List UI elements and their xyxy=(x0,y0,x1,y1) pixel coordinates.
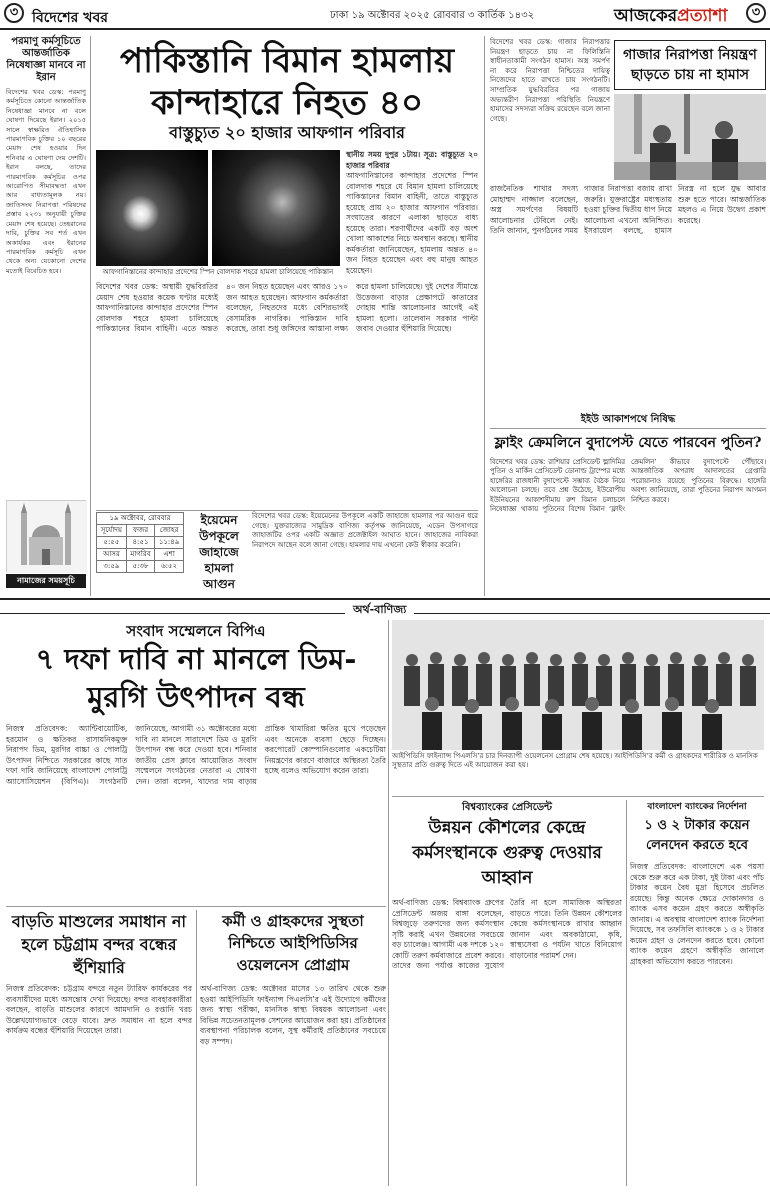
lead-body: বিদেশের খবর ডেস্ক: অস্থায়ী যুদ্ধবিরতির মেয়াদ শেষ হওয়ার কয়েক ঘণ্টার মধ্যেই আফগানিস্তানের কান্দাহার প্রদেশের স্পিন বোলদাক শহরে হামলা চালিয়েছে পাকিস্তানের বিমান বাহিনী। এতে অন্তত ৪০ জন নিহত হয়েছেন এবং আরও ১৭০ জন আহত হয়েছেন। আফগান কর্মকর্তারা বলেছেন, নিহতদের মধ্যে বেশিরভাগই বেসামরিক নাগরিক। পাকিস্তান দাবি করেছে, তারা শুধু জঙ্গিদের আস্তানা লক্ষ্য করে হামলা চালিয়েছে। দুই দেশের সীমান্তে উত্তেজনা বাড়ার প্রেক্ষাপটে কাতারের দোহায় শান্তি আলোচনার আগেই এই হামলা হলো। তালেবান সরকার পাল্টা জবাব দেওয়ার হুঁশিয়ারি দিয়েছে। xyxy=(96,282,479,333)
ipdc-caption: আইপিডিসি ফাইন্যান্স পিএলসি’র চার দিনব্যাপী ওয়েলনেস প্রোগ্রাম শেষ হয়েছে। আইপিডিসি’র কর্মী ও গ্রাহকদের শারীরিক ও মানসিক সুস্থতার প্রতি গুরুত্ব দিতে এই আয়োজন করা হয়। xyxy=(392,752,758,769)
unnayan-kicker: বিশ্বব্যাংকের প্রেসিডেন্ট xyxy=(461,802,553,813)
nuclear-article xyxy=(6,36,86,506)
lead-photo-2 xyxy=(212,150,340,266)
yemen-headline: ইয়েমেন উপকূলে জাহাজে হামলা আগুন xyxy=(199,513,239,591)
yemen-headline-box xyxy=(190,512,248,594)
coin-headline: ১ ও ২ টাকার কয়েন লেনদেন করতে হবে xyxy=(644,818,750,853)
lead-side-body: আফগানিস্তানের কান্দাহার প্রদেশের স্পিন বোলদাক শহরে যে বিমান হামলা চালিয়েছে পাকিস্তানের বিমান বাহিনী, তাতে বাস্তুচ্যুত হয়েছে প্রায় ২০ হাজার আফগান পরিবার। সংঘাতের কারণে এলাকা ছাড়তে বাধ্য হয়েছে তারা। শরণার্থীদের একটি বড় অংশ খোলা আকাশের নিচে অবস্থান করছে। স্থানীয় কর্মকর্তারা জানিয়েছেন, হামলায় অন্তত ৪০ জন নিহত হয়েছেন এবং বহু মানুষ আহত হয়েছেন। xyxy=(346,171,478,275)
prayer-header: মাগরিব xyxy=(126,549,154,561)
section-title: বিদেশের খবর xyxy=(32,10,108,26)
port-headline-box xyxy=(6,910,192,982)
ipdc-body: অর্থ-বাণিজ্য ডেস্ক: অক্টোবর মাসের ১৩ তারিখ থেকে শুরু হওয়া আইপিডিসি ফাইন্যান্স পিএলসি’র এই উদ্যোগে কর্মীদের জন্য স্বাস্থ্য পরীক্ষা, মানসিক স্বাস্থ্য বিষয়ক আলোচনা এবং বিভিন্ন সচেতনতামূলক সেশনের আয়োজন করা হয়। প্রতিষ্ঠানের ব্যবস্থাপনা পরিচালক বলেন, সুস্থ কর্মীরাই প্রতিষ্ঠানের সবচেয়ে বড় সম্পদ। xyxy=(200,984,386,1046)
putin-body: বিদেশের খবর ডেস্ক: রাশিয়ার প্রেসিডেন্ট ভ্লাদিমির পুতিন ও মার্কিন প্রেসিডেন্ট ডোনাল্ড ট্রাম্পের মধ্যে হাঙ্গেরির রাজধানী বুদাপেস্টে সম্ভাব্য বৈঠক নিয়ে আলোচনা চলছে। তবে প্রশ্ন উঠেছে, ইউরোপীয় ইউনিয়নের আকাশসীমায় রুশ বিমান চলাচলে নিষেধাজ্ঞা থাকায় পুতিনের বিশেষ বিমান ‘ফ্লাইং ক্রেমলিন’ কীভাবে বুদাপেস্টে পৌঁছাবে। আন্তর্জাতিক অপরাধ আদালতের গ্রেপ্তারি পরোয়ানাও রয়েছে পুতিনের বিরুদ্ধে। হাঙ্গেরি অবশ্য জানিয়েছে, তারা পুতিনের নিরাপদ আগমন নিশ্চিত করবে। xyxy=(490,458,766,514)
unnayan-headline-box xyxy=(392,816,622,894)
unnayan-body: অর্থ-বাণিজ্য ডেস্ক: বিশ্বব্যাংক গ্রুপের প্রেসিডেন্ট অজয় বাঙ্গা বলেছেন, বিশ্বজুড়ে তরুণদের জন্য কর্মসংস্থান সৃষ্টি করাই এখন উন্নয়নের সবচেয়ে বড় চ্যালেঞ্জ। আগামী এক দশকে ১২০ কোটি তরুণ কর্মবাজারে প্রবেশ করবে। তাদের জন্য পর্যাপ্ত কাজের সুযোগ তৈরি না হলে সামাজিক অস্থিরতা বাড়তে পারে। তিনি উন্নয়ন কৌশলের কেন্দ্রে কর্মসংস্থানকে রাখার আহ্বান জানান এবং অবকাঠামো, কৃষি, স্বাস্থ্যসেবা ও পর্যটন খাতে বিনিয়োগ বাড়ানোর পরামর্শ দেন। xyxy=(392,898,622,970)
lead-side-byline: স্থানীয় সময় দুপুর ১টায়। সূত্র: বাস্তুচ্যুত ২০ হাজার পরিবার xyxy=(346,150,478,170)
prayer-header: আসর xyxy=(97,549,127,561)
prayer-table xyxy=(96,512,184,573)
bpa-headline-box xyxy=(6,640,386,720)
ipdc-headline: কর্মী ও গ্রাহকদের সুস্থতা নিশ্চিতে আইপিডিসির ওয়েলনেস প্রোগ্রাম xyxy=(222,912,364,974)
lead-side-text xyxy=(346,150,478,275)
yemen-body-box xyxy=(252,512,478,594)
gaza-kicker: ইইউ আকাশপথে নিষিদ্ধ xyxy=(580,414,676,425)
unnayan-kicker-box xyxy=(392,800,622,814)
prayer-header: ফজর xyxy=(126,525,154,537)
port-headline: বাড়তি মাশুলের সমাধান না হলে চট্টগ্রাম বন্দর বন্ধের হুঁশিয়ারি xyxy=(11,912,187,977)
port-body-box xyxy=(6,984,192,1184)
port-body: নিজস্ব প্রতিবেদক: চট্টগ্রাম বন্দরে নতুন ট্যারিফ কার্যকরের পর ব্যবসায়ীদের মধ্যে অসন্তোষ দেখা দিয়েছে। বন্দর ব্যবহারকারীরা বলছেন, বাড়তি মাশুলের কারণে আমদানি ও রপ্তানি খরচ উল্লেখযোগ্যভাবে বেড়ে যাবে। দ্রুত সমাধান না হলে বন্দর কার্যক্রম বন্ধের হুঁশিয়ারি দিয়েছেন তারা। xyxy=(6,984,192,1035)
bpa-body-box xyxy=(6,724,386,904)
dateline: ঢাকা ১৯ অক্টোবর ২০২৫ রোববার ৩ কার্তিক ১৪৩২ xyxy=(330,10,535,21)
unnayan-headline: উন্নয়ন কৌশলের কেন্দ্রে কর্মসংস্থানকে গুরুত্ব দেওয়ার আহ্বান xyxy=(412,818,602,888)
lead-body-box xyxy=(96,282,478,508)
bpa-kicker-box xyxy=(6,620,386,640)
brand-part-2: প্রত্যাশা xyxy=(677,6,728,26)
nuclear-headline: পরমাণু কর্মসূচিতে আন্তর্জাতিক নিষেধাজ্ঞা মানবে না ইরান xyxy=(6,36,86,83)
masthead xyxy=(0,0,770,30)
putin-headline: ফ্লাইং ক্রেমলিনে বুদাপেস্ট যেতে পারবেন পুতিন? xyxy=(494,435,762,451)
bpa-headline: ৭ দফা দাবি না মানলে ডিম-মুরগি উৎপাদন বন্ধ xyxy=(35,642,357,714)
page-number-left: ৩ xyxy=(4,3,24,23)
gaza-headline-box xyxy=(614,40,766,90)
coin-kicker-box xyxy=(630,800,764,814)
nuclear-body: বিদেশের খবর ডেস্ক: পরমাণু কর্মসূচিতে কোনো আন্তর্জাতিক নিষেধাজ্ঞা মানবে না বলে ঘোষণা দিয়েছে ইরান। ২০১৫ সালে স্বাক্ষরিত ঐতিহাসিক পারমাণবিক চুক্তির ১০ বছরের মেয়াদ শেষ হওয়ার দিন শনিবার এ ঘোষণা দেয় দেশটি। ইরান বলছে, তাদের পারমাণবিক কর্মসূচির ওপর আরোপিত সীমাবদ্ধতা এখন আর বাধ্যতামূলক নয়। জাতিসংঘ নিরাপত্তা পরিষদের প্রস্তাব ২২৩১ অনুযায়ী চুক্তির মেয়াদ শেষ হয়েছে। তেহরানের দাবি, চুক্তির সব শর্ত এখন অকার্যকর এবং ইরানের পারমাণবিক কর্মসূচি এখন থেকে অন্য যেকোনো দেশের মতোই বিবেচিত হবে। xyxy=(6,88,86,275)
prayer-header: জোহর xyxy=(155,525,184,537)
prayer-date: ১৯ অক্টোবর, রোববার xyxy=(97,513,184,525)
prayer-time: ৩:৫৯ xyxy=(97,561,127,573)
coin-body: নিজস্ব প্রতিবেদক: বাংলাদেশে এক পয়সা থেকে শুরু করে এক টাকা, দুই টাকা এবং পাঁচ টাকার কয়েন বৈধ মুদ্রা হিসেবে প্রচলিত রয়েছে। কিন্তু অনেক ক্ষেত্রে দোকানদার ও ব্যাংক এসব কয়েন গ্রহণ করতে অস্বীকৃতি জানায়। এ অবস্থায় বাংলাদেশ ব্যাংক নির্দেশনা দিয়েছে, সব তফসিলি ব্যাংককে ১ ও ২ টাকার কয়েন গ্রহণ ও লেনদেন করতে হবে। কোনো ব্যাংক কয়েন গ্রহণে অস্বীকৃতি জানালে গ্রাহকরা অভিযোগ করতে পারবেন। xyxy=(630,862,764,966)
lead-subhead-box xyxy=(96,122,478,146)
ipdc-body-box xyxy=(200,984,386,1184)
prayer-title: নামাজের সময়সূচি xyxy=(6,574,86,588)
gaza-lead-body: বিদেশের খবর ডেস্ক: গাজার নিরাপত্তার নিয়ন্ত্রণ ছাড়তে চায় না ফিলিস্তিনি স্বাধীনতাকামী সংগঠন হামাস। অস্ত্র সমর্পণ না করে নিরাপত্তা নিশ্চিতের দায়িত্ব নিজেদের হাতে রাখতে চায় সংগঠনটি। সাম্প্রতিক যুদ্ধবিরতির পর গাজায় অভ্যন্তরীণ নিরাপত্তা পরিস্থিতি নিয়ন্ত্রণে হামাসের সদস্যরা সক্রিয় রয়েছেন বলে জানা গেছে। xyxy=(490,38,610,123)
lead-caption-box xyxy=(96,268,340,280)
prayer-time: ৪:৫১ xyxy=(126,537,154,549)
prayer-time: ৬:৫২ xyxy=(155,561,184,573)
gaza-body-box xyxy=(490,184,766,416)
gaza-lead-box xyxy=(490,38,610,178)
newspaper-logo xyxy=(614,3,727,31)
mosque-image xyxy=(6,500,86,572)
unnayan-body-box xyxy=(392,898,622,1186)
gaza-body: রাজনৈতিক শাখার সদস্য মোহাম্মদ নাজ্জাল বলেছেন, অস্ত্র সমর্পণের বিষয়টি আলোচনার টেবিলে নেই। তিনি জানান, পুনর্গঠনের সময় গাজার নিরাপত্তা বজায় রাখা জরুরি। যুক্তরাষ্ট্রের মধ্যস্থতায় হওয়া চুক্তির দ্বিতীয় ধাপ নিয়ে আলোচনা এখনো অনিশ্চিত। ইসরায়েল বলছে, হামাস নিরস্ত্র না হলে যুদ্ধ আবার শুরু হতে পারে। আন্তর্জাতিক মহলও এ নিয়ে উদ্বেগ প্রকাশ করেছে। xyxy=(490,184,766,235)
putin-headline-box xyxy=(490,432,766,456)
putin-body-box xyxy=(490,458,766,594)
prayer-table-box xyxy=(96,512,184,594)
brand-part-1: আজকের xyxy=(614,6,678,26)
prayer-header: সূর্যোদয় xyxy=(97,525,127,537)
ipdc-headline-box xyxy=(200,910,386,982)
page-number-right: ৩ xyxy=(746,3,766,23)
gaza-kicker-box xyxy=(490,412,766,424)
coin-body-box xyxy=(630,862,764,1186)
lead-photo-1 xyxy=(96,150,208,266)
prayer-title-box xyxy=(6,574,86,594)
bpa-body: নিজস্ব প্রতিবেদক: অ্যান্টিবায়োটিক, হরমোন ও ক্ষতিকর রাসায়নিকমুক্ত নিরাপদ ডিম, মুরগির বাচ্চা ও পোলট্রি উৎপাদন নিশ্চিতে সরকারের কাছে সাত দফা দাবি জানিয়েছে বাংলাদেশ পোলট্রি অ্যাসোসিয়েশন (বিপিএ)। সংগঠনটি জানিয়েছে, আগামী ৩১ অক্টোবরের মধ্যে দাবি না মানলে সারাদেশে ডিম ও মুরগি উৎপাদন বন্ধ করে দেওয়া হবে। শনিবার জাতীয় প্রেস ক্লাবে আয়োজিত সংবাদ সম্মেলনে সংগঠনের নেতারা এ ঘোষণা দেন। তারা বলেন, খাদ্যের দাম বাড়ায় প্রান্তিক খামারিরা ক্ষতির মুখে পড়েছেন এবং অনেকে ব্যবসা ছেড়ে দিচ্ছেন। করপোরেট কোম্পানিগুলোর একচেটিয়া নিয়ন্ত্রণের কারণে বাজারে অস্থিরতা তৈরি হচ্ছে বলেও অভিযোগ করেন তারা। xyxy=(6,724,386,786)
lead-headline: পাকিস্তানি বিমান হামলায় কান্দাহারে নিহত ৪০ xyxy=(120,41,454,123)
prayer-time: ৫:৩৮ xyxy=(126,561,154,573)
coin-headline-box xyxy=(630,816,764,860)
prayer-header: এশা xyxy=(155,549,184,561)
ipdc-group-photo xyxy=(392,620,764,750)
ipdc-caption-box xyxy=(392,752,764,792)
gaza-headline: গাজার নিরাপত্তা নিয়ন্ত্রণ ছাড়তে চায় না হামাস xyxy=(623,47,757,83)
business-section-title: অর্থ-বাণিজ্য xyxy=(345,601,414,620)
lead-caption: আফগানিস্তানের কান্দাহার প্রদেশের স্পিন বোলদাক শহরে হামলা চালিয়েছে পাকিস্তান xyxy=(102,268,334,276)
lead-subhead: বাস্তুচ্যুত ২০ হাজার আফগান পরিবার xyxy=(169,123,405,142)
gaza-photo xyxy=(614,94,766,180)
bpa-kicker: সংবাদ সম্মেলনে বিপিএ xyxy=(126,622,266,640)
prayer-time: ৫:৫৫ xyxy=(97,537,127,549)
section-band xyxy=(0,598,770,614)
coin-kicker: বাংলাদেশ ব্যাংকের নির্দেশনা xyxy=(647,802,747,812)
yemen-body: বিদেশের খবর ডেস্ক: ইয়েমেনের উপকূলে একটি জাহাজে হামলার পর আগুন ধরে গেছে। যুক্তরাজ্যের সামুদ্রিক বাণিজ্য কর্তৃপক্ষ জানিয়েছে, এডেন উপসাগরে জাহাজটির ওপর একটি অজ্ঞাত প্রজেক্টাইল আঘাত হানে। জাহাজের নাবিকরা নিরাপদে আছেন বলে জানা গেছে। হামলার দায় এখনো কেউ স্বীকার করেনি। xyxy=(252,512,478,549)
prayer-time: ১১:৪৯ xyxy=(155,537,184,549)
